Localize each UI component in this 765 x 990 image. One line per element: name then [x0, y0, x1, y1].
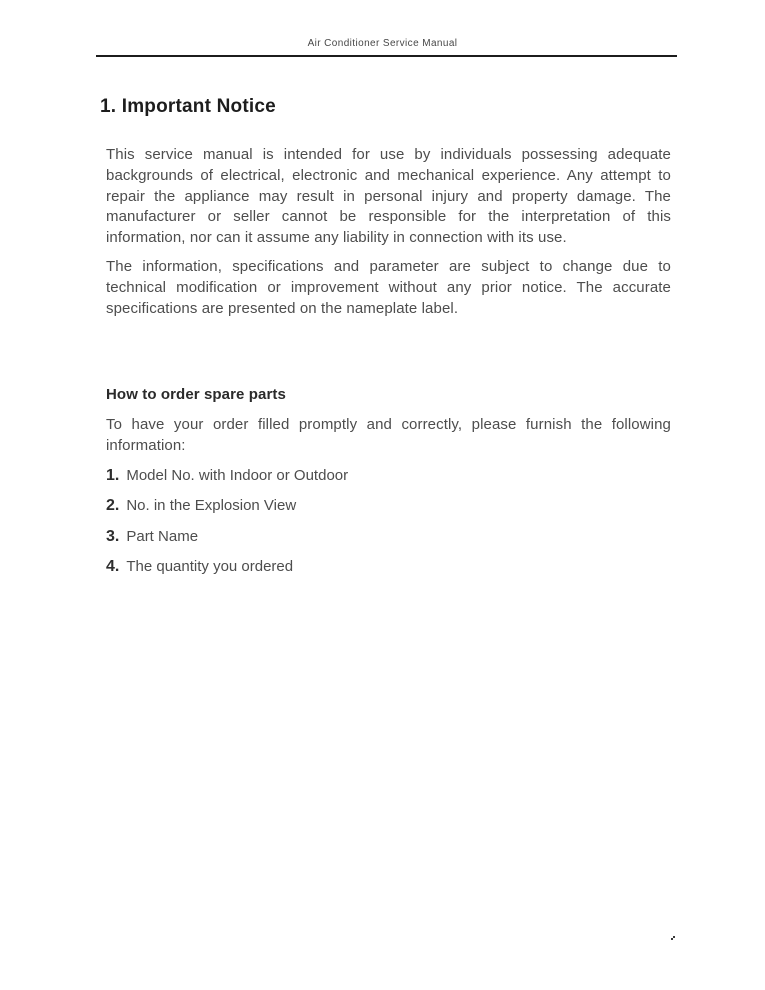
- scan-speck-mark: [671, 938, 673, 940]
- list-item-text: Model No. with Indoor or Outdoor: [126, 466, 349, 484]
- list-item-text: Part Name: [126, 527, 199, 545]
- list-item-number: 2.: [106, 497, 120, 515]
- list-item-text: No. in the Explosion View: [126, 497, 297, 515]
- spare-parts-heading: How to order spare parts: [106, 386, 286, 404]
- spare-parts-list: [106, 466, 671, 578]
- list-item: [106, 466, 671, 487]
- list-item-number: 1.: [106, 466, 120, 484]
- notice-paragraph-1: This service manual is intended for use by individuals possessing adequate backgrounds of electrical, electronic and mechanical experience. Any attempt to repair the appliance may result in personal injury and property damage. The manufacturer or seller cannot be responsible for the interpretation of this information, nor can it assume any liability in connection with its use.: [106, 146, 671, 247]
- spare-parts-intro: To have your order filled promptly and correctly, please furnish the following information:: [106, 416, 671, 455]
- section-title: 1. Important Notice: [100, 96, 276, 117]
- notice-paragraph-2: The information, specifications and parameter are subject to change due to technical modification or improvement without any prior notice. The accurate specifications are presented on the nameplate label.: [106, 257, 671, 317]
- list-item-number: 3.: [106, 527, 120, 545]
- list-item: [106, 557, 671, 578]
- list-item: [106, 527, 671, 548]
- running-header: Air Conditioner Service Manual: [307, 38, 458, 49]
- header-rule: [96, 55, 677, 57]
- list-item-text: The quantity you ordered: [126, 558, 294, 576]
- list-item: [106, 496, 671, 517]
- list-item-number: 4.: [106, 558, 120, 576]
